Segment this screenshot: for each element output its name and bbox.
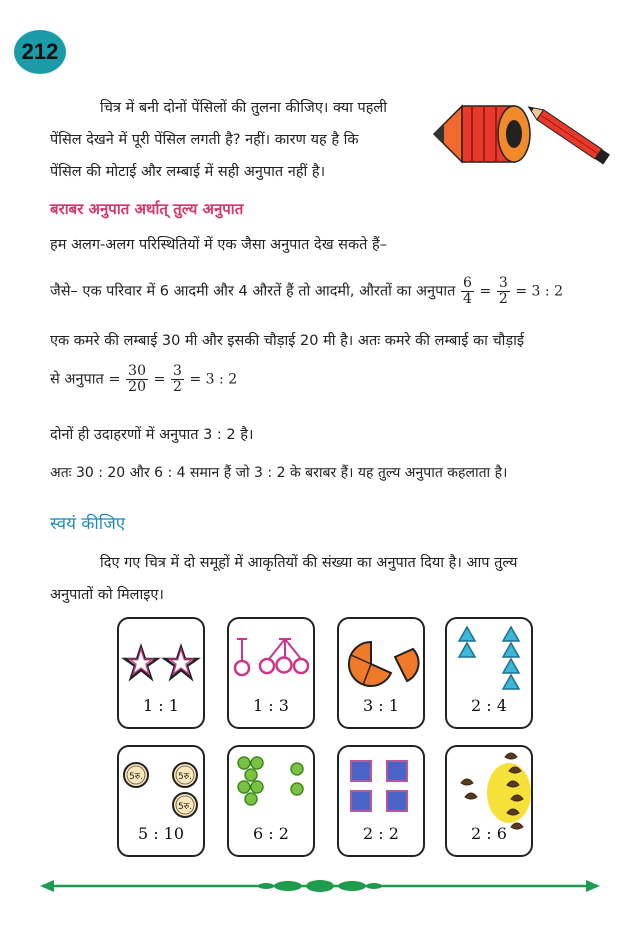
fraction-denominator: 4 [462,291,472,307]
ratio-card-green-dots [227,745,315,857]
page-number: 212 [21,39,59,64]
fraction-6-4 [461,276,474,307]
ratio-card-squares [337,745,425,857]
equals-sign: = [479,283,492,300]
long-pencil-icon [525,102,610,165]
intro-line-2: पेंसिल देखने में पूरी पेंसिल लगती है? नहीं। कारण यह है कि [50,132,359,148]
ratio-card-cherries [227,617,315,729]
ratio-label: 6 : 2 [253,824,289,843]
ratio-card-coins [117,745,205,857]
ratio-label: 3 : 1 [363,696,399,715]
short-pencil-icon [434,106,530,162]
ratio-label: 5 : 10 [137,824,185,843]
page-number-badge [14,30,66,74]
fraction-3-2 [497,276,510,307]
fraction-3-2 [171,364,184,395]
ratio-label: 2 : 2 [363,824,399,843]
conclusion-1: दोनों ही उदाहरणों में अनुपात 3 : 2 है। [50,427,254,443]
fraction-denominator: 2 [498,291,508,307]
ratio-card-stars [117,617,205,729]
ratio-result: = 3 : 2 [515,283,563,300]
fraction-numerator: 30 [128,363,146,379]
conclusion-2: अतः 30 : 20 और 6 : 4 समान हैं जो 3 : 2 के बराबर हैं। यह तुल्य अनुपात कहलाता है। [50,465,508,481]
section-heading: बराबर अनुपात अर्थात् तुल्य अनुपात [50,200,244,218]
activity-line-2: अनुपातों को मिलाइए। [50,587,164,603]
decorative-divider [40,876,600,896]
intro-line-1: चित्र में बनी दोनों पेंसिलों की तुलना कीजिए। क्या पहली [100,100,387,116]
coin-label: 5रु. [178,772,192,782]
fraction-denominator: 2 [172,379,182,395]
ratio-card-pie [337,617,425,729]
coin-label: 5रु. [178,802,192,812]
paragraph-1: हम अलग-अलग परिस्थितियों में एक जैसा अनुपात देख सकते हैं– [50,237,387,253]
fraction-numerator: 3 [498,275,508,291]
example-2-prefix: से अनुपात = [50,371,121,388]
ratio-card-triangles [445,617,533,729]
intro-line-3: पेंसिल की मोटाई और लम्बाई में सही अनुपात नहीं है। [50,164,326,180]
ratio-label: 1 : 1 [143,696,179,715]
example-1-text: जैसे– एक परिवार में 6 आदमी और 4 औरतें हैं तो आदमी, औरतों का अनुपात [50,283,456,300]
pencil-illustration [432,92,612,182]
coin-label: 5रु. [129,772,143,782]
example-2-line-2 [50,364,237,395]
equals-sign: = [153,371,166,388]
fraction-numerator: 3 [172,363,182,379]
example-1 [50,276,563,307]
example-2-line-1: एक कमरे की लम्बाई 30 मी और इसकी चौड़ाई 20 मी है। अतः कमरे की लम्बाई का चौड़ाई [50,333,525,349]
fraction-numerator: 6 [462,275,472,291]
activity-heading: स्वयं कीजिए [50,514,126,534]
fraction-30-20 [126,364,148,395]
ratio-label: 2 : 6 [471,824,507,843]
ratio-card-birds [445,745,533,857]
activity-line-1: दिए गए चित्र में दो समूहों में आकृतियों की संख्या का अनुपात दिया है। आप तुल्य [100,555,518,571]
ratio-label: 2 : 4 [471,696,507,715]
ratio-label: 1 : 3 [253,696,289,715]
ratio-result: = 3 : 2 [189,371,238,388]
fraction-denominator: 20 [128,379,146,395]
